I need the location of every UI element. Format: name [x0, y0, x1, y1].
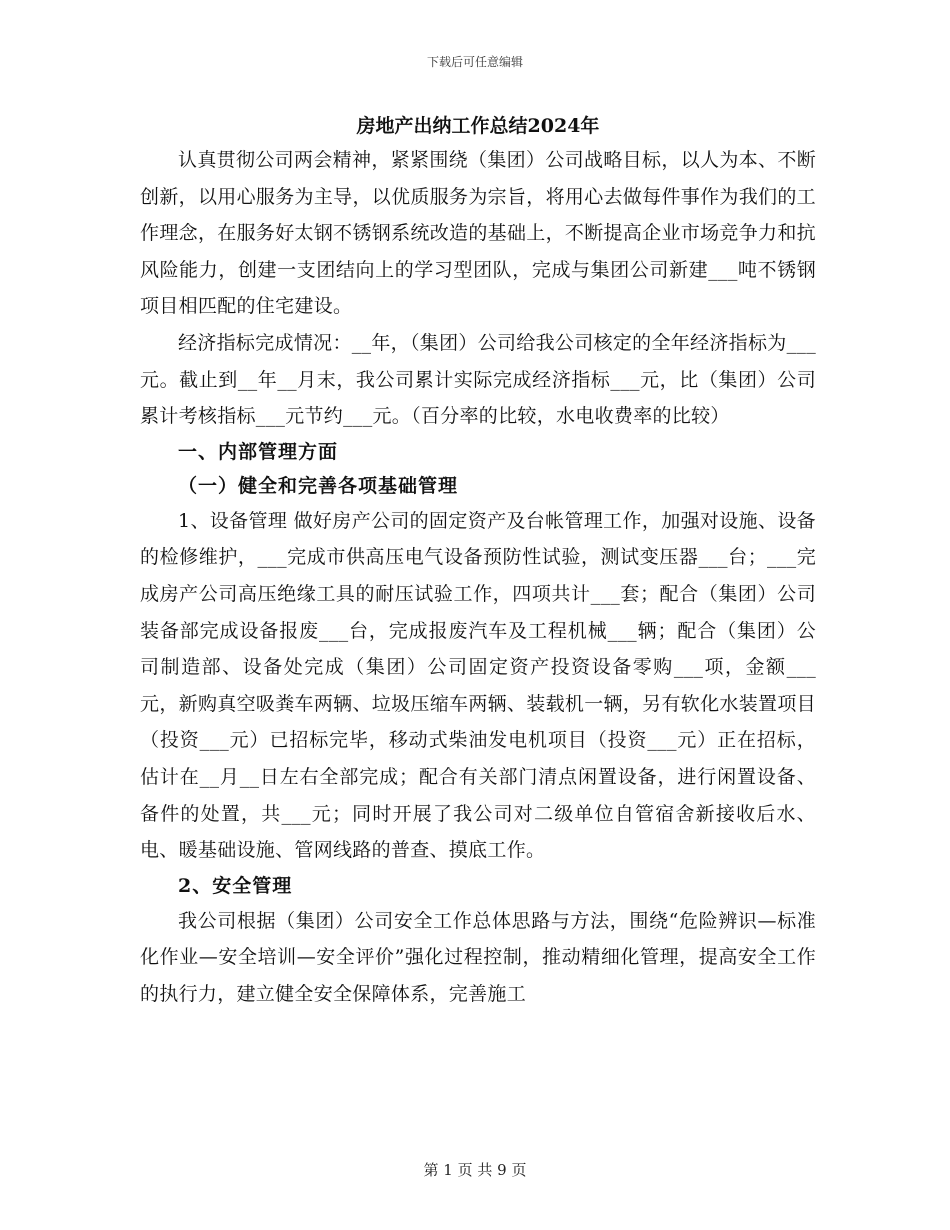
- economic-indicator-paragraph: 经济指标完成情况：__年，（集团）公司给我公司核定的全年经济指标为___元。截止到__年__月末，我公司累计实际完成经济指标___元，比（集团）公司累计考核指标___元节约___元。（百分率的比较，水电收费率的比较）: [140, 331, 816, 428]
- section-heading-internal-management: 一、内部管理方面: [178, 440, 339, 463]
- document-body: [140, 112, 816, 1012]
- intro-paragraph: 认真贯彻公司两会精神，紧紧围绕（集团）公司战略目标，以人为本、不断创新，以用心服务为主导，以优质服务为宗旨，将用心去做每件事作为我们的工作理念，在服务好太钢不锈钢系统改造的基础上，不断提高企业市场竞争力和抗风险能力，创建一支团结向上的学习型团队，完成与集团公司新建___吨不锈钢项目相匹配的住宅建设。: [140, 149, 816, 318]
- document-title: 房地产出纳工作总结2024年: [356, 115, 600, 137]
- equipment-management-paragraph: 1、设备管理 做好房产公司的固定资产及台帐管理工作，加强对设施、设备的检修维护，___完成市供高压电气设备预防性试验，测试变压器___台；___完成房产公司高压绝缘工具的耐压试验工作，四项共计___套；配合（集团）公司装备部完成设备报废___台，完成报废汽车及工程机械___辆；配合（集团）公司制造部、设备处完成（集团）公司固定资产投资设备零购___项，金额___元，新购真空吸粪车两辆、垃圾压缩车两辆、装载机一辆，另有软化水装置项目（投资___元）已招标完毕，移动式柴油发电机项目（投资___元）正在招标，估计在__月__日左右全部完成；配合有关部门清点闲置设备，进行闲置设备、备件的处置，共___元；同时开展了我公司对二级单位自管宿舍新接收后水、电、暖基础设施、管网线路的普查、摸底工作。: [140, 509, 816, 862]
- page-number: 第 1 页 共 9 页: [423, 1161, 527, 1179]
- subsection-heading-basic-management: （一）健全和完善各项基础管理: [178, 474, 459, 497]
- safety-management-paragraph: 我公司根据（集团）公司安全工作总体思路与方法，围绕“危险辨识—标准化作业—安全培训—安全评价”强化过程控制，推动精细化管理，提高安全工作的执行力，建立健全安全保障体系，完善施工: [140, 909, 816, 1005]
- header-note: 下载后可任意编辑: [426, 55, 523, 69]
- safety-management-heading: 2、安全管理: [178, 874, 293, 897]
